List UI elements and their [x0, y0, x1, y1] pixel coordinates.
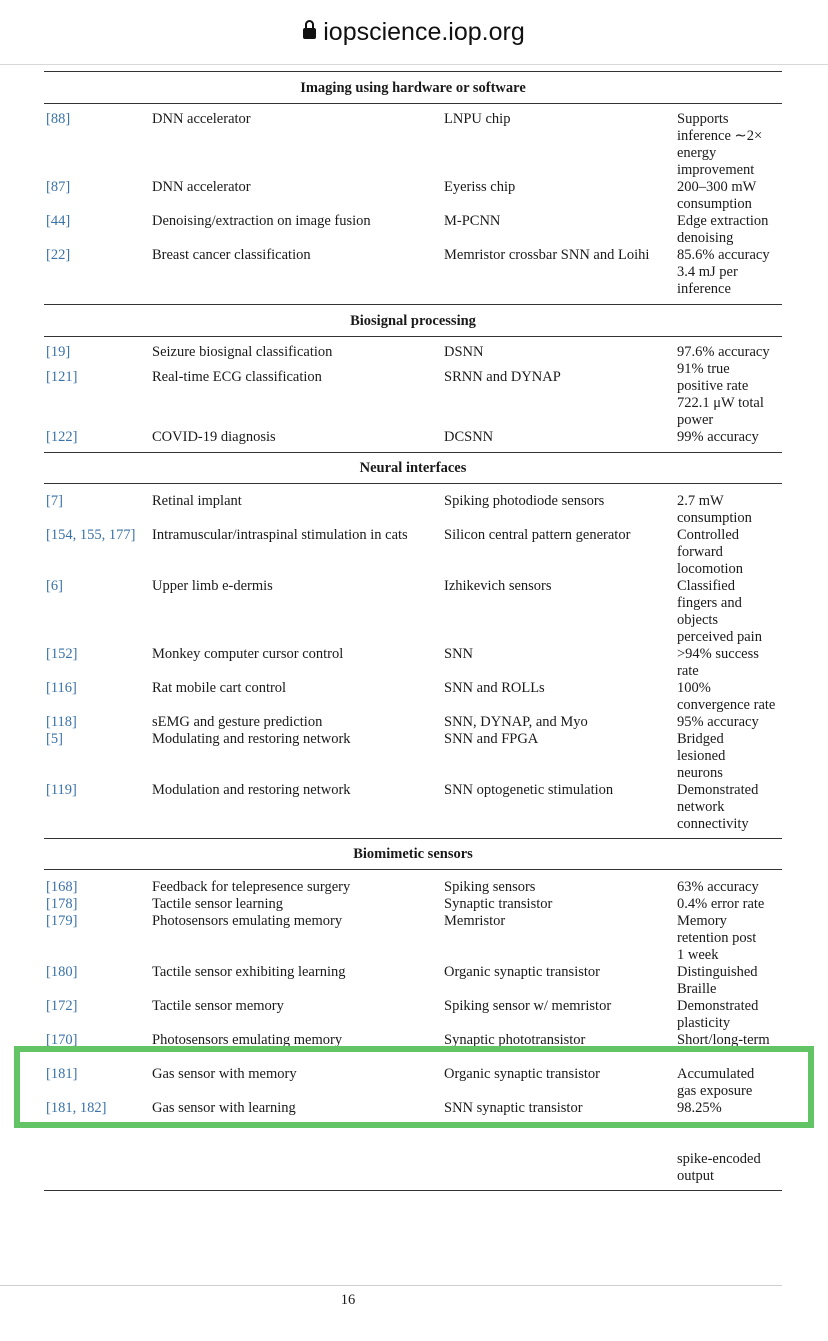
cell-result: Edge extraction denoising — [677, 213, 769, 246]
cell-application: COVID-19 diagnosis — [152, 429, 276, 445]
cell-result: spike-encoded output — [677, 1151, 761, 1184]
ref-link[interactable]: [5] — [46, 731, 63, 747]
cell-method: SNN and ROLLs — [444, 680, 545, 696]
cell-result: >94% success rate — [677, 646, 759, 679]
cell-method: SRNN and DYNAP — [444, 369, 561, 385]
cell-result: Controlled forward locomotion — [677, 527, 744, 577]
ref-link[interactable]: [181] — [46, 1066, 78, 1082]
cell-application: Upper limb e-dermis — [152, 578, 273, 594]
cell-result: Bridged lesioned neurons — [677, 731, 726, 781]
cell-method: SNN synaptic transistor — [444, 1100, 583, 1116]
cell-result: 85.6% accuracy 3.4 mJ per inference — [677, 247, 770, 297]
ref-link[interactable]: [181, 182] — [46, 1100, 107, 1116]
cell-result: Classified fingers and objects perceived pain — [677, 578, 762, 645]
page-number: 16 — [340, 1292, 356, 1308]
cell-application: DNN accelerator — [152, 111, 251, 127]
ref-link[interactable]: [88] — [46, 111, 71, 127]
ref-link[interactable]: [170] — [46, 1032, 78, 1048]
cell-application: Tactile sensor exhibiting learning — [152, 964, 346, 980]
cell-application: Feedback for telepresence surgery — [152, 879, 351, 895]
section-rule — [44, 336, 782, 337]
cell-application: Real-time ECG classification — [152, 369, 322, 385]
cell-method: DCSNN — [444, 429, 494, 445]
cell-method: SNN optogenetic stimulation — [444, 782, 614, 798]
cell-result: Distinguished Braille — [677, 964, 758, 997]
cell-method: Organic synaptic transistor — [444, 964, 600, 980]
browser-address-bar[interactable] — [0, 0, 828, 65]
ref-link[interactable]: [116] — [46, 680, 77, 696]
section-rule — [44, 304, 782, 305]
section-title-biomimetic: Biomimetic sensors — [353, 846, 473, 862]
section-title-neural: Neural interfaces — [359, 460, 467, 476]
cell-application: Tactile sensor memory — [152, 998, 284, 1014]
cell-application: Tactile sensor learning — [152, 896, 284, 912]
cell-application: Retinal implant — [152, 493, 242, 509]
url-text: iopscience.iop.org — [323, 18, 525, 46]
url-display[interactable] — [0, 18, 828, 47]
ref-link[interactable]: [154, 155, 177] — [46, 527, 136, 543]
cell-application: Gas sensor with learning — [152, 1100, 296, 1116]
cell-application: Photosensors emulating memory — [152, 1032, 343, 1048]
cell-application: Intramuscular/intraspinal stimulation in cats — [152, 527, 408, 543]
cell-application: Rat mobile cart control — [152, 680, 287, 696]
ref-link[interactable]: [178] — [46, 896, 78, 912]
cell-method: Spiking sensors — [444, 879, 536, 895]
ref-link[interactable]: [19] — [46, 344, 71, 360]
cell-method: Memristor — [444, 913, 506, 929]
cell-application: sEMG and gesture prediction — [152, 714, 323, 730]
ref-link[interactable]: [118] — [46, 714, 77, 730]
page-divider — [0, 1285, 782, 1286]
section-rule — [44, 483, 782, 484]
cell-result: 2.7 mW consumption — [677, 493, 752, 526]
cell-result: Supports inference ∼2× energy improvement — [677, 111, 763, 178]
pdf-page — [0, 64, 828, 1341]
cell-method: Silicon central pattern generator — [444, 527, 631, 543]
cell-result: 100% convergence rate — [677, 680, 776, 713]
section-title-imaging: Imaging using hardware or software — [300, 80, 526, 96]
ref-link[interactable]: [122] — [46, 429, 78, 445]
cell-application: Denoising/extraction on image fusion — [152, 213, 371, 229]
cell-application: DNN accelerator — [152, 179, 251, 195]
ref-link[interactable]: [87] — [46, 179, 71, 195]
cell-result: 97.6% accuracy — [677, 344, 770, 360]
cell-method: Synaptic transistor — [444, 896, 553, 912]
cell-method: Izhikevich sensors — [444, 578, 552, 594]
ref-link[interactable]: [179] — [46, 913, 78, 929]
section-title-biosignal: Biosignal processing — [350, 313, 476, 329]
section-rule — [44, 103, 782, 104]
section-rule — [44, 452, 782, 453]
cell-application: Photosensors emulating memory — [152, 913, 343, 929]
cell-result: 99% accuracy — [677, 429, 759, 445]
ref-link[interactable]: [6] — [46, 578, 63, 594]
cell-method: Spiking sensor w/ memristor — [444, 998, 612, 1014]
ref-link[interactable]: [44] — [46, 213, 71, 229]
cell-result: Demonstrated plasticity — [677, 998, 759, 1031]
cell-result: 98.25% — [677, 1100, 722, 1116]
cell-method: Spiking photodiode sensors — [444, 493, 605, 509]
ref-link[interactable]: [152] — [46, 646, 78, 662]
cell-result: Short/long-term — [677, 1032, 770, 1048]
table-bottom-rule — [44, 1190, 782, 1191]
cell-method: SNN and FPGA — [444, 731, 539, 747]
cell-application: Monkey computer cursor control — [152, 646, 344, 662]
cell-result: 95% accuracy — [677, 714, 759, 730]
cell-result: Demonstrated network connectivity — [677, 782, 759, 832]
cell-method: LNPU chip — [444, 111, 511, 127]
cell-result: Accumulated gas exposure — [677, 1066, 755, 1099]
cell-method: SNN — [444, 646, 474, 662]
cell-result: 63% accuracy — [677, 879, 759, 895]
lock-icon — [303, 28, 316, 39]
cell-method: Synaptic phototransistor — [444, 1032, 586, 1048]
ref-link[interactable]: [180] — [46, 964, 78, 980]
cell-method: SNN, DYNAP, and Myo — [444, 714, 588, 730]
ref-link[interactable]: [168] — [46, 879, 78, 895]
cell-method: M-PCNN — [444, 213, 501, 229]
ref-link[interactable]: [172] — [46, 998, 78, 1014]
ref-link[interactable]: [7] — [46, 493, 63, 509]
cell-application: Modulation and restoring network — [152, 782, 351, 798]
cell-application: Gas sensor with memory — [152, 1066, 297, 1082]
ref-link[interactable]: [22] — [46, 247, 71, 263]
cell-application: Seizure biosignal classification — [152, 344, 333, 360]
section-rule — [44, 869, 782, 870]
cell-application: Modulating and restoring network — [152, 731, 351, 747]
ref-link[interactable]: [119] — [46, 782, 77, 798]
section-rule — [44, 838, 782, 839]
cell-method: Eyeriss chip — [444, 179, 516, 195]
cell-result: 200–300 mW consumption — [677, 179, 757, 212]
cell-result: 91% true positive rate 722.1 μW total power — [677, 361, 764, 428]
ref-link[interactable]: [121] — [46, 369, 78, 385]
cell-result: 0.4% error rate — [677, 896, 765, 912]
cell-method: Memristor crossbar SNN and Loihi — [444, 247, 650, 263]
cell-application: Breast cancer classification — [152, 247, 311, 263]
cell-method: Organic synaptic transistor — [444, 1066, 600, 1082]
cell-result: Memory retention post 1 week — [677, 913, 757, 963]
cell-method: DSNN — [444, 344, 484, 360]
table-top-rule — [44, 71, 782, 72]
